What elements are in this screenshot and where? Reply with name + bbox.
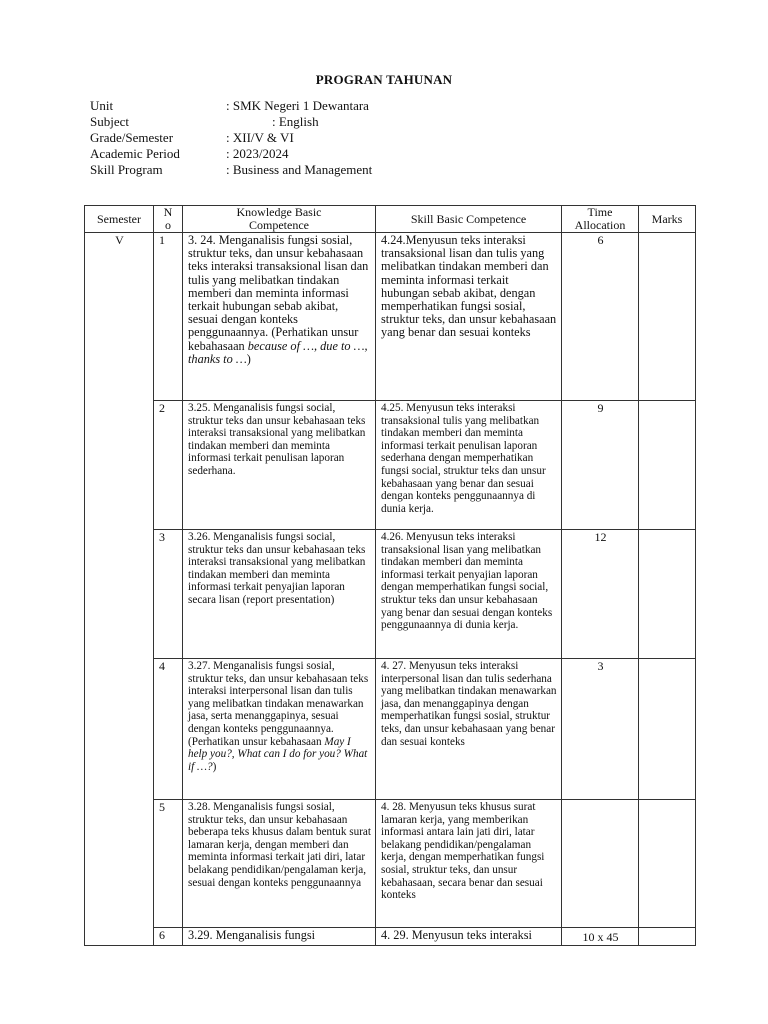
skill-cell: 4.24.Menyusun teks interaksi transaksional lisan dan tulis yang melibatkan tindakan memberi dan meminta informasi terkait hubungan sebab akibat, dengan memperhatikan fungsi sosial, struktur teks, dan unsur kebahasaan yang benar dan sesuai konteks [376, 233, 562, 401]
row-number: 2 [154, 401, 183, 530]
document-title: PROGRAN TAHUNAN [315, 72, 453, 87]
time-cell: 6 [562, 233, 639, 401]
marks-cell [639, 530, 696, 659]
table-row [85, 800, 696, 928]
info-label: Unit [90, 98, 114, 113]
marks-cell [639, 800, 696, 928]
knowledge-cell: 3.29. Menganalisis fungsi [183, 928, 376, 946]
row-number: 6 [154, 928, 183, 946]
skill-cell: 4. 27. Menyusun teks interaksi interpersonal lisan dan tulis sederhana yang melibatkan tindakan menawarkan jasa, dan menanggapinya dengan memperhatikan fungsi sosial, struktur teks, dan unsur kebahasaan yang benar dan sesuai konteks [376, 659, 562, 800]
row-number: 5 [154, 800, 183, 928]
table-row [85, 659, 696, 800]
skill-cell: 4.26. Menyusun teks interaksi transaksional lisan yang melibatkan tindakan memberi dan meminta informasi terkait penyajian laporan dengan memperhatikan fungsi social, struktur teks dan unsur kebahasaan yang benar dan sesuai dengan konteks penggunaannya di dunia kerja. [376, 530, 562, 659]
knowledge-end: ) [246, 351, 251, 366]
annual-program-table [84, 205, 696, 946]
info-label: Grade/Semester [90, 130, 174, 145]
table-row [85, 233, 696, 401]
knowledge-text: 3. 24. Menganalisis fungsi sosial, struktur teks, dan unsur kebahasaan teks interaksi transaksional lisan dan tulis yang melibatkan tindakan memberi dan meminta informasi terkait hubungan sebab akibat, sesuai dengan konteks penggunaannya. (Perhatikan unsur kebahasaan [188, 233, 372, 353]
time-cell: 10 x 45 [562, 928, 639, 946]
knowledge-italic: May I help you?, What can I do for you? What if …? [188, 735, 368, 773]
header-time: Time Allocation [562, 206, 639, 233]
row-number: 3 [154, 530, 183, 659]
header-marks: Marks [639, 206, 696, 233]
info-value: : 2023/2024 [226, 146, 289, 161]
header-knowledge: Knowledge Basic Competence [183, 206, 376, 233]
knowledge-end: ) [212, 760, 217, 773]
table-header-row [85, 206, 696, 233]
knowledge-cell [183, 659, 376, 800]
info-value: : English [272, 114, 319, 129]
info-value: : XII/V & VI [226, 130, 294, 145]
row-number: 4 [154, 659, 183, 800]
marks-cell [639, 659, 696, 800]
header-semester: Semester [85, 206, 154, 233]
semester-cell: V [85, 233, 154, 946]
knowledge-text: 3.27. Menganalisis fungsi sosial, struktur teks, dan unsur kebahasaan teks interaksi interpersonal lisan dan tulis yang melibatkan tindakan menawarkan jasa, serta menanggapinya, sesuai dengan konteks penggunaannya. (Perhatikan unsur kebahasaan [188, 660, 369, 748]
knowledge-cell [183, 233, 376, 401]
info-label: Subject [90, 114, 129, 129]
table-row [85, 530, 696, 659]
time-cell [562, 800, 639, 928]
marks-cell [639, 928, 696, 946]
header-no: N o [154, 206, 183, 233]
skill-cell: 4. 29. Menyusun teks interaksi [376, 928, 562, 946]
table-row [85, 401, 696, 530]
marks-cell [639, 401, 696, 530]
time-cell: 12 [562, 530, 639, 659]
knowledge-cell: 3.25. Menganalisis fungsi social, struktur teks dan unsur kebahasaan teks interaksi transaksional yang melibatkan tindakan memberi dan meminta informasi terkait penulisan laporan sederhana. [183, 401, 376, 530]
marks-cell [639, 233, 696, 401]
row-number: 1 [154, 233, 183, 401]
knowledge-italic: because of …, due to …, thanks to … [188, 338, 368, 366]
header-skill: Skill Basic Competence [376, 206, 562, 233]
knowledge-cell: 3.26. Menganalisis fungsi social, struktur teks dan unsur kebahasaan teks interaksi transaksional yang melibatkan tindakan memberi dan meminta informasi terkait penyajian laporan secara lisan (report presentation) [183, 530, 376, 659]
time-cell: 3 [562, 659, 639, 800]
info-label: Academic Period [90, 146, 180, 161]
table-row [85, 928, 696, 946]
time-cell: 9 [562, 401, 639, 530]
skill-cell: 4.25. Menyusun teks interaksi transaksional tulis yang melibatkan tindakan memberi dan meminta informasi terkait penulisan laporan sederhana dengan memperhatikan fungsi social, struktur teks dan unsur kebahasaan yang benar dan sesuai dengan konteks penggunaannya di dunia kerja. [376, 401, 562, 530]
knowledge-cell: 3.28. Menganalisis fungsi sosial, struktur teks, dan unsur kebahasaan beberapa teks khusus dalam bentuk surat lamaran kerja, dengan memberi dan meminta informasi terkait jati diri, latar belakang pendidikan/pengalaman kerja, sesuai dengan konteks penggunaannya [183, 800, 376, 928]
info-label: Skill Program [90, 162, 163, 177]
info-value: : SMK Negeri 1 Dewantara [226, 98, 369, 113]
info-value: : Business and Management [226, 162, 373, 177]
skill-cell: 4. 28. Menyusun teks khusus surat lamaran kerja, yang memberikan informasi antara lain jati diri, latar belakang pendidikan/pengalaman kerja, dengan memperhatikan fungsi sosial, struktur teks, dan unsur kebahasaan, secara benar dan sesuai konteks [376, 800, 562, 928]
